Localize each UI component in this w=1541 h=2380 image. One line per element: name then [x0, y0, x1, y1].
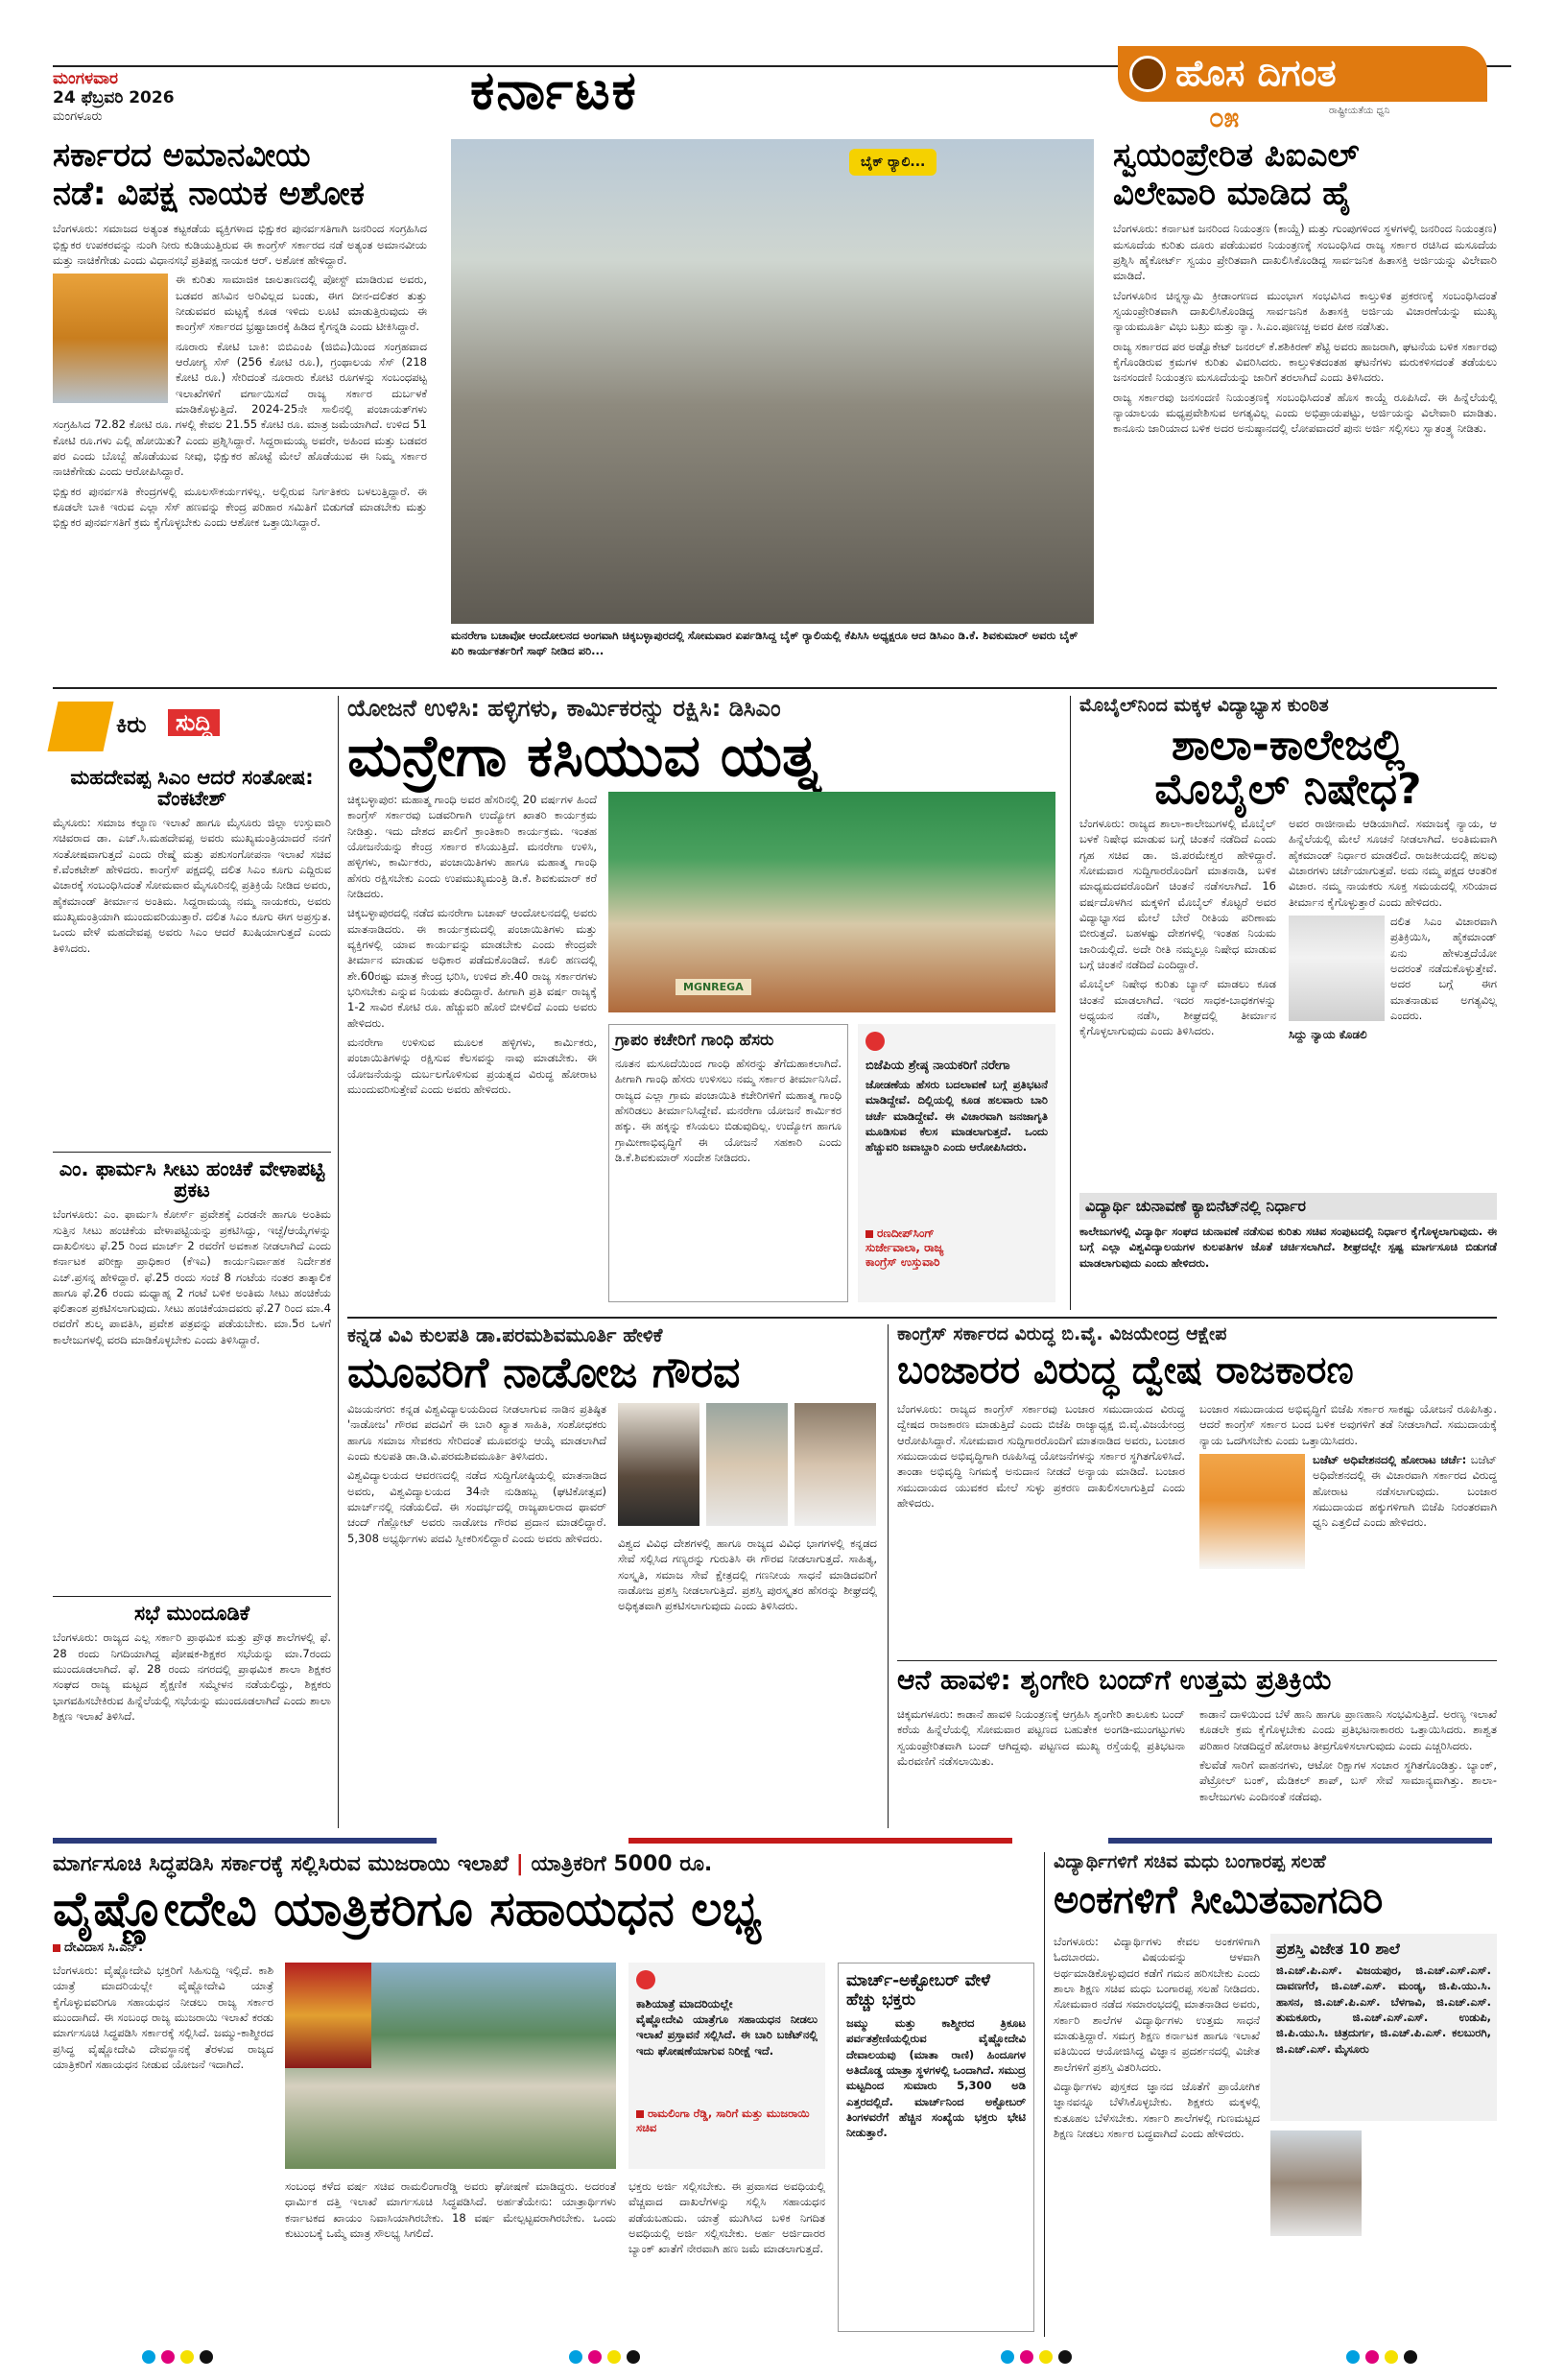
- quote-author-3: ಕಾಂಗ್ರೆಸ್ ಉಸ್ತುವಾರಿ: [865, 1255, 940, 1269]
- logo-emblem-icon: [1129, 56, 1166, 92]
- vaishno-col-3: ಭಕ್ತರು ಅರ್ಜಿ ಸಲ್ಲಿಸಬೇಕು. ಈ ಪ್ರವಾಸದ ಅವಧಿಯಲ್ಲಿ ವೆಚ್ಚವಾದ ದಾಖಲೆಗಳನ್ನು ಸಲ್ಲಿಸಿ ಸಹಾಯಧನ ಪಡೆಯಬಹುದು. ಯಾತ್ರೆ ಮುಗಿಸಿದ ಬಳಿಕ ನಿಗದಿತ ಅವಧಿಯಲ್ಲಿ ಅರ್ಜಿ ಸಲ್ಲಿಸಬೇಕು. ಅರ್ಹ ಅರ್ಜಿದಾರರ ಬ್ಯಾಂಕ್ ಖಾತೆಗೆ ನೇರವಾಗಿ ಹಣ ಜಮೆ ಮಾಡಲಾಗುತ್ತದೆ.: [628, 2179, 825, 2256]
- story-bangarappa: [1054, 1852, 1497, 2337]
- kiru-divider-1: [53, 1152, 331, 1153]
- vaishno-kicker-b: ಯಾತ್ರಿಕರಿಗೆ 5000 ರೂ.: [531, 1852, 713, 1876]
- story-sringeri: [897, 1666, 1497, 1829]
- mobile-headline-1: ಶಾಲಾ-ಕಾಲೇಜಲ್ಲಿ: [1171, 720, 1406, 770]
- reg-marks-4: [1343, 2349, 1420, 2368]
- mobile-col-left: [1079, 816, 1276, 1185]
- reg-marks-1: [139, 2349, 216, 2368]
- quote-body: ಜೋಡಣೆಯ ಹೆಸರು ಬದಲಾವಣೆ ಬಗ್ಗೆ ಪ್ರತಿಭಟನೆ ಮಾಡಿದ್ದೇವೆ. ದಿಲ್ಲಿಯಲ್ಲಿ ಕೂಡ ಹಲವಾರು ಬಾರಿ ಚರ್ಚೆ ಮಾಡಿದ್ದೇವೆ. ಈ ವಿಚಾರವಾಗಿ ಜನಜಾಗೃತಿ ಮೂಡಿಸುವ ಕೆಲಸ ಮಾಡಲಾಗುತ್ತದೆ. ಒಂದು ಹೆಚ್ಚುವರಿ ಜವಾಬ್ದಾರಿ ಎಂದು ಆರೋಪಿಸಿದರು.: [865, 1078, 1048, 1154]
- vaishno-deity-photo: [285, 1963, 371, 2068]
- mobile-headline-2: ಮೊಬೈಲ್ ನಿಷೇಧ?: [1154, 765, 1422, 815]
- vaishno-headline: ವೈಷ್ಣೋದೇವಿ ಯಾತ್ರಿಕರಿಗೂ ಸಹಾಯಧನ ಲಭ್ಯ: [53, 1881, 762, 1937]
- section-title: ಕರ್ನಾಟಕ: [470, 60, 638, 122]
- ashoka-para-4: ಭಿಕ್ಷುಕರ ಪುನರ್ವಸತಿ ಕೇಂದ್ರಗಳಲ್ಲಿ ಮೂಲಸೌಕರ್ಯಗಳಿಲ್ಲ. ಅಲ್ಲಿರುವ ನಿರ್ಗತಿಕರು ಬಳಲುತ್ತಿದ್ದಾರೆ. ಈ ಕೂಡಲೇ ಬಾಕಿ ಇರುವ ಎಲ್ಲಾ ಸೆಸ್ ಹಣವನ್ನು ಕೇಂದ್ರ ಪರಿಹಾರ ಸಮಿತಿಗೆ ಬಿಡುಗಡೆ ಮಾಡಬೇಕು ಮತ್ತು ಭಿಕ್ಷುಕರ ಪುನರ್ವಸತಿಗೆ ಕ್ರಮ ಕೈಗೊಳ್ಳಬೇಕು ಎಂದು ಆಶೋಕ ಒತ್ತಾಯಿಸಿದ್ದಾರೆ.: [53, 484, 427, 530]
- vaishno-kicker-a: ಮಾರ್ಗಸೂಚಿ ಸಿದ್ಧಪಡಿಸಿ ಸರ್ಕಾರಕ್ಕೆ ಸಲ್ಲಿಸಿರುವ ಮುಜರಾಯಿ ಇಲಾಖೆ: [53, 1852, 510, 1876]
- row-divider-1: [53, 687, 1497, 689]
- kirusuddi-header: [53, 696, 331, 763]
- ashoka-headline-2: ನಡೆ: ವಿಪಕ್ಷ ನಾಯಕ ಅಶೋಕ: [53, 174, 365, 213]
- award-box-body: ಜಿ.ಎಚ್.ಪಿ.ಎಸ್. ವಿಜಯಪುರ, ಜಿ.ಎಚ್.ಎಸ್.ಎಸ್. ದಾವಣಗೆರೆ, ಜಿ.ಎಚ್.ಎಸ್. ಮಂಡ್ಯ, ಜಿ.ಪಿ.ಯು.ಸಿ. ಹಾಸನ, ಜಿ.ಎಚ್.ಪಿ.ಎಸ್. ಬೆಳಗಾವಿ, ಜಿ.ಎಚ್.ಎಸ್. ತುಮಕೂರು, ಜಿ.ಎಚ್.ಎಸ್.ಎಸ್. ಉಡುಪಿ, ಜಿ.ಪಿ.ಯು.ಸಿ. ಚಿತ್ರದುರ್ಗ, ಜಿ.ಎಚ್.ಪಿ.ಎಸ್. ಕಲಬುರಗಿ, ಜಿ.ಎಚ್.ಎಸ್. ಮೈಸೂರು: [1276, 1964, 1491, 2056]
- vijayendra-photo: [1199, 1454, 1305, 1569]
- mgnrega-col-1: [347, 792, 597, 1300]
- nadoja-col-2-text: ವಿಶ್ವವಿದ್ಯಾಲಯದ ಆವರಣದಲ್ಲಿ ನಡೆದ ಸುದ್ದಿಗೋಷ್ಠಿಯಲ್ಲಿ ಮಾತನಾಡಿದ ಅವರು, ವಿಶ್ವವಿದ್ಯಾಲಯದ 34ನೇ ನುಡಿಹಬ್ಬ (ಘಟಿಕೋತ್ಸವ) ಮಾರ್ಚ್‌ನಲ್ಲಿ ನಡೆಯಲಿದೆ. ಈ ಸಂದರ್ಭದಲ್ಲಿ ರಾಜ್ಯಪಾಲರಾದ ಥಾವರ್ ಚಂದ್ ಗೆಹ್ಲೋಟ್ ಅವರು ನಾಡೋಜ ಗೌರವ ಪ್ರದಾನ ಮಾಡಲಿದ್ದಾರೆ. 5,308 ಅಭ್ಯರ್ಥಿಗಳು ಪದವಿ ಸ್ವೀಕರಿಸಲಿದ್ದಾರೆ ಎಂದು ಅವರು ಹೇಳಿದರು.: [347, 1468, 606, 1545]
- paper-logo: [1118, 46, 1487, 131]
- cabinet-box: [1079, 1193, 1497, 1308]
- quote-title: ಬಿಜೆಪಿಯ ಶ್ರೇಷ್ಠ ನಾಯಕರಿಗೆ ನರೇಗಾ: [865, 1059, 1010, 1073]
- kiru-item-3-body: ಬೆಂಗಳೂರು: ರಾಜ್ಯದ ಎಲ್ಲ ಸರ್ಕಾರಿ ಪ್ರಾಥಮಿಕ ಮತ್ತು ಪ್ರೌಢ ಶಾಲೆಗಳಲ್ಲಿ ಫೆ. 28 ರಂದು ನಿಗದಿಯಾಗಿದ್ದ ಪೋಷಕ-ಶಿಕ್ಷಕರ ಸಭೆಯನ್ನು ಮಾ.7ರಂದು ಮುಂದೂಡಲಾಗಿದೆ. ಫೆ. 28 ರಂದು ನಗರದಲ್ಲಿ ಪ್ರಾಥಮಿಕ ಶಾಲಾ ಶಿಕ್ಷಕರ ಸಂಘದ ರಾಜ್ಯ ಮಟ್ಟದ ಶೈಕ್ಷಣಿಕ ಸಮ್ಮೇಳನ ನಡೆಯಲಿದ್ದು, ಶಿಕ್ಷಕರು ಭಾಗವಹಿಸಬೇಕಿರುವ ಹಿನ್ನೆಲೆಯಲ್ಲಿ ಸಭೆಯನ್ನು ಮುಂದೂಡಲಾಗಿದೆ ಎಂದು ಶಾಲಾ ಶಿಕ್ಷಣ ಇಲಾಖೆ ತಿಳಿಸಿದೆ.: [53, 1630, 331, 1723]
- rally-caption: ಮನರೇಗಾ ಬಚಾವೋ ಆಂದೋಲನದ ಅಂಗವಾಗಿ ಚಿಕ್ಕಬಳ್ಳಾಪುರದಲ್ಲಿ ಸೋಮವಾರ ಏರ್ಪಡಿಸಿದ್ದ ಬೈಕ್ ರ್‍ಯಾಲಿಯಲ್ಲಿ ಕೆಪಿಸಿಸಿ ಅಧ್ಯಕ್ಷರೂ ಆದ ಡಿಸಿಎಂ ಡಿ.ಕೆ. ಶಿವಕುಮಾರ್ ಅವರು ಬೈಕ್ ಏರಿ ಕಾರ್ಯಕರ್ತರಿಗೆ ಸಾಥ್ ನೀಡಿದ ಪರಿ...: [451, 629, 1079, 657]
- story-mobile: [1079, 696, 1497, 1310]
- cabinet-title: ವಿದ್ಯಾರ್ಥಿ ಚುನಾವಣೆ ಕ್ಯಾಬಿನೆಟ್‌ನಲ್ಲಿ ನಿರ್ಧಾರ: [1079, 1193, 1497, 1220]
- bangarappa-photo: [1270, 2130, 1362, 2236]
- pil-para-3: ರಾಜ್ಯ ಸರ್ಕಾರದ ಪರ ಅಡ್ವೊಕೇಟ್ ಜನರಲ್ ಕೆ.ಶಶಿಕಿರಣ್ ಶೆಟ್ಟಿ ಅವರು ಹಾಜರಾಗಿ, ಘಟನೆಯ ಬಳಿಕ ಸರ್ಕಾರವು ಕೈಗೊಂಡಿರುವ ಕ್ರಮಗಳ ಕುರಿತು ವಿವರಿಸಿದರು. ಕಾಲ್ತುಳಿತದಂತಹ ಘಟನೆಗಳು ಮರುಕಳಿಸದಂತೆ ತಡೆಯಲು ಜನಸಂದಣಿ ನಿಯಂತ್ರಣ ಮಸೂದೆಯನ್ನು ಜಾರಿಗೆ ತರಲಾಗಿದೆ ಎಂದು ತಿಳಿಸಿದರು.: [1113, 339, 1497, 385]
- parameshwar-photo: [1289, 916, 1385, 1021]
- story-nadoja: [347, 1324, 880, 1828]
- banjara-col-2: [1199, 1401, 1497, 1651]
- page-number: ೦೫: [1209, 102, 1240, 133]
- rally-tag: ಬೈಕ್ ರ್‍ಯಾಲಿ...: [849, 149, 936, 176]
- minister-quote-icon: [636, 1970, 655, 1989]
- mgnrega-kicker: ಯೋಜನೆ ಉಳಿಸಿ: ಹಳ್ಳಿಗಳು, ಕಾರ್ಮಿಕರನ್ನು ರಕ್ಷಿಸಿ: ಡಿಸಿಎಂ: [347, 695, 781, 722]
- ashoka-para-1: ಬೆಂಗಳೂರು: ಸಮಾಜದ ಅತ್ಯಂತ ಕಟ್ಟಕಡೆಯ ವ್ಯಕ್ತಿಗಳಾದ ಭಿಕ್ಷುಕರ ಪುನರ್ವಸತಿಗಾಗಿ ಜನರಿಂದ ಸಂಗ್ರಹಿಸಿದ ಭಿಕ್ಷುಕರ ಉಪಕರವನ್ನು ನುಂಗಿ ನೀರು ಕುಡಿಯುತ್ತಿರುವ ಈ ಕಾಂಗ್ರೆಸ್ ಸರ್ಕಾರದ ನಡೆ ಅತ್ಯಂತ ಅಮಾನವೀಯ ಮತ್ತು ನಾಚಿಕೆಗೇಡು ಎಂದು ವಿಧಾನಸಭೆ ಪ್ರತಿಪಕ್ಷ ನಾಯಕ ಆರ್. ಅಶೋಕ ಹೇಳಿದ್ದಾರೆ.: [53, 222, 427, 268]
- sringeri-headline: ಆನೆ ಹಾವಳಿ: ಶೃಂಗೇರಿ ಬಂದ್‌ಗೆ ಉತ್ತಮ ಪ್ರತಿಕ್ರಿಯೆ: [897, 1664, 1333, 1696]
- kiru-divider-2: [53, 1596, 331, 1597]
- banjara-sub-title: ಬಜೆಟ್ ಅಧಿವೇಶನದಲ್ಲಿ ಹೋರಾಟ ಚರ್ಚೆ:: [1313, 1452, 1467, 1466]
- story-vaishno: [53, 1852, 1036, 2337]
- masthead: [0, 0, 1541, 134]
- minister-box-body: ವೈಷ್ಣೋದೇವಿ ಯಾತ್ರೆಗೂ ಸಹಾಯಧನ ನೀಡಲು ಇಲಾಖೆ ಪ್ರಸ್ತಾವನೆ ಸಲ್ಲಿಸಿದೆ. ಈ ಬಾರಿ ಬಜೆಟ್‌ನಲ್ಲಿ ಇದು ಘೋಷಣೆಯಾಗುವ ನಿರೀಕ್ಷೆ ಇದೆ.: [636, 2012, 818, 2058]
- paper-name: ಹೊಸ ದಿಗಂತ: [1175, 52, 1337, 94]
- tagline: ರಾಷ್ಟ್ರೀಯತೆಯ ಧ್ವನಿ: [1329, 106, 1390, 116]
- nadoja-col-2: ವಿಶ್ವದ ವಿವಿಧ ದೇಶಗಳಲ್ಲಿ ಹಾಗೂ ರಾಜ್ಯದ ವಿವಿಧ ಭಾಗಗಳಲ್ಲಿ ಕನ್ನಡದ ಸೇವೆ ಸಲ್ಲಿಸಿದ ಗಣ್ಯರನ್ನು ಗುರುತಿಸಿ ಈ ಗೌರವ ನೀಡಲಾಗುತ್ತದೆ. ಸಾಹಿತ್ಯ, ಸಂಸ್ಕೃತಿ, ಸಮಾಜ ಸೇವೆ ಕ್ಷೇತ್ರದಲ್ಲಿ ಗಣನೀಯ ಸಾಧನೆ ಮಾಡಿದವರಿಗೆ ನಾಡೋಜ ಪ್ರಶಸ್ತಿ ನೀಡಲಾಗುತ್ತಿದೆ. ಪ್ರಶಸ್ತಿ ಪುರಸ್ಕೃತರ ಹೆಸರನ್ನು ಶೀಘ್ರದಲ್ಲಿ ಅಧಿಕೃತವಾಗಿ ಪ್ರಕಟಿಸಲಾಗುವುದು ಎಂದು ತಿಳಿಸಿದರು.: [618, 1536, 877, 1613]
- bangarappa-kicker: ವಿದ್ಯಾರ್ಥಿಗಳಿಗೆ ಸಚಿವ ಮಧು ಬಂಗಾರಪ್ಪ ಸಲಹೆ: [1054, 1851, 1326, 1872]
- gandhi-box-body: ನೂತನ ಮಸೂದೆಯಿಂದ ಗಾಂಧಿ ಹೆಸರನ್ನು ತೆಗೆದುಹಾಕಲಾಗಿದೆ. ಹೀಗಾಗಿ ಗಾಂಧಿ ಹೆಸರು ಉಳಿಸಲು ನಮ್ಮ ಸರ್ಕಾರ ತೀರ್ಮಾನಿಸಿದೆ. ರಾಜ್ಯದ ಎಲ್ಲಾ ಗ್ರಾಮ ಪಂಚಾಯಿತಿ ಕಚೇರಿಗಳಿಗೆ ಮಹಾತ್ಮ ಗಾಂಧಿ ಹೆಸರಿಡಲು ತೀರ್ಮಾನಿಸಿದ್ದೇವೆ. ಮನರೇಗಾ ಯೋಜನೆ ಕಾರ್ಮಿಕರ ಹಕ್ಕು. ಈ ಹಕ್ಕನ್ನು ಕಸಿಯಲು ಬಿಡುವುದಿಲ್ಲ. ಉದ್ಯೋಗ ಹಾಗೂ ಗ್ರಾಮೀಣಾಭಿವೃದ್ಧಿಗೆ ಈ ಯೋಜನೆ ಸಹಕಾರಿ ಎಂದು ಡಿ.ಕೆ.ಶಿವಕುಮಾರ್ ಸಂದೇಶ ನೀಡಿದರು.: [615, 1057, 842, 1164]
- ashoka-body: [53, 221, 427, 681]
- kiru-item-1-body: ಮೈಸೂರು: ಸಮಾಜ ಕಲ್ಯಾಣ ಇಲಾಖೆ ಹಾಗೂ ಮೈಸೂರು ಜಿಲ್ಲಾ ಉಸ್ತುವಾರಿ ಸಚಿವರಾದ ಡಾ. ಎಚ್.ಸಿ.ಮಹದೇವಪ್ಪ ಅವರು ಮುಖ್ಯಮಂತ್ರಿಯಾದರೆ ನನಗೆ ಸಂತೋಷವಾಗುತ್ತದೆ ಎಂದು ರೇಷ್ಮೆ ಮತ್ತು ಪಶುಸಂಗೋಪನಾ ಇಲಾಖೆ ಸಚಿವ ಕೆ.ವೆಂಕಟೇಶ್ ಹೇಳಿದರು. ಕಾಂಗ್ರೆಸ್ ಪಕ್ಷದಲ್ಲಿ ದಲಿತ ಸಿಎಂ ಕೂಗು ಎದ್ದಿರುವ ವಿಚಾರಕ್ಕೆ ಸಂಬಂಧಿಸಿದಂತೆ ಸೋಮವಾರ ಮೈಸೂರಿನಲ್ಲಿ ಪ್ರತಿಕ್ರಿಯೆ ನೀಡಿದ ಅವರು, ಹೈಕಮಾಂಡ್ ತೀರ್ಮಾನ ಅಂತಿಮ. ಸಿದ್ದರಾಮಯ್ಯ ನಮ್ಮ ನಾಯಕರು, ಅವರು ಮುಖ್ಯಮಂತ್ರಿಯಾಗಿ ಮುಂದುವರಿಯುತ್ತಾರೆ. ದಲಿತ ಸಿಎಂ ಕೂಗು ಈಗ ಅಪ್ರಸ್ತುತ. ಒಂದು ವೇಳೆ ಮಹದೇವಪ್ಪ ಅವರು ಸಿಎಂ ಆದರೆ ಖುಷಿಯಾಗುತ್ತದೆ ಎಂದು ತಿಳಿಸಿದರು.: [53, 816, 331, 955]
- quote-icon: [865, 1032, 885, 1051]
- story-banjara: [897, 1324, 1497, 1655]
- ashoka-headline-1: ಸರ್ಕಾರದ ಅಮಾನವೀಯ: [53, 136, 311, 175]
- banjara-col-2-text: ಬಂಜಾರ ಸಮುದಾಯದ ಅಭಿವೃದ್ಧಿಗೆ ಬಿಜೆಪಿ ಸರ್ಕಾರ ಸಾಕಷ್ಟು ಯೋಜನೆ ರೂಪಿಸಿತ್ತು. ಆದರೆ ಕಾಂಗ್ರೆಸ್ ಸರ್ಕಾರ ಬಂದ ಬಳಿಕ ಅವುಗಳಿಗೆ ತಡೆ ನೀಡಲಾಗಿದೆ. ಸಮುದಾಯಕ್ಕೆ ನ್ಯಾಯ ಒದಗಿಸಬೇಕು ಎಂದು ಒತ್ತಾಯಿಸಿದರು.: [1199, 1402, 1497, 1447]
- ashoka-para-3: ನೂರಾರು ಕೋಟಿ ಬಾಕಿ: ಬಿಬಿಎಂಪಿ (ಜಿಬಿಎ)ಯಿಂದ ಸಂಗ್ರಹವಾದ ಆರೋಗ್ಯ ಸೆಸ್ (256 ಕೋಟಿ ರೂ.), ಗ್ರಂಥಾಲಯ ಸೆಸ್ (218 ಕೋಟಿ ರೂ.) ಸೇರಿದಂತೆ ನೂರಾರು ಕೋಟಿ ರೂಗಳನ್ನು ಸಂಬಂಧಪಟ್ಟ ಇಲಾಖೆಗಳಿಗೆ ವರ್ಗಾಯಿಸದೆ ರಾಜ್ಯ ಸರ್ಕಾರ ದುರ್ಬಳಕೆ ಮಾಡಿಕೊಳ್ಳುತ್ತಿದೆ. 2024-25ನೇ ಸಾಲಿನಲ್ಲಿ ಪಂಚಾಯತ್‌ಗಳು ಸಂಗ್ರಹಿಸಿದ 72.82 ಕೋಟಿ ರೂ. ಗಳಲ್ಲಿ ಕೇವಲ 21.55 ಕೋಟಿ ರೂ. ಮಾತ್ರ ಜಮೆಯಾಗಿದೆ. ಉಳಿದ 51 ಕೋಟಿ ರೂ.ಗಳು ಎಲ್ಲಿ ಹೋಯಿತು? ಎಂದು ಪ್ರಶ್ನಿಸಿದ್ದಾರೆ. ಸಿದ್ದರಾಮಯ್ಯ ಅವರೇ, ಅಹಿಂದ ಮತ್ತು ಬಡವರ ಪರ ಎಂದು ಬೊಬ್ಬೆ ಹೊಡೆಯುವ ನೀವು, ಭಿಕ್ಷುಕರ ಹೊಟ್ಟೆ ಮೇಲೆ ಹೊಡೆಯುವ ಈ ನಿಮ್ಮ ಸರ್ಕಾರ ನಾಚಿಕೆಗೇಡು ಎಂದು ಆರೋಪಿಸಿದ್ದಾರೆ.: [53, 339, 427, 479]
- award-box-title: ಪ್ರಶಸ್ತಿ ವಿಜೇತ 10 ಶಾಲೆ: [1276, 1940, 1400, 1958]
- bangarappa-headline: ಅಂಕಗಳಿಗೆ ಸೀಮಿತವಾಗದಿರಿ: [1054, 1877, 1384, 1922]
- minister-box-author: [636, 2106, 818, 2135]
- quote-author-2: ಸುರ್ಜೇವಾಲಾ, ರಾಜ್ಯ: [865, 1241, 944, 1254]
- mobile-col-4-text: ದಲಿತ ಸಿಎಂ ವಿಚಾರವಾಗಿ ಪ್ರತಿಕ್ರಿಯಿಸಿ, ಹೈಕಮಾಂಡ್ ಏನು ಹೇಳುತ್ತದೆಯೋ ಅದರಂತೆ ನಡೆದುಕೊಳ್ಳುತ್ತೇವೆ. ಅದರ ಬಗ್ಗೆ ಈಗ ಮಾತನಾಡುವ ಅಗತ್ಯವಿಲ್ಲ ಎಂದರು.: [1390, 914, 1497, 1022]
- col-divider-bottom: [1044, 1852, 1045, 2337]
- cabinet-body: ಕಾಲೇಜುಗಳಲ್ಲಿ ವಿದ್ಯಾರ್ಥಿ ಸಂಘದ ಚುನಾವಣೆ ನಡೆಸುವ ಕುರಿತು ಸಚಿವ ಸಂಪುಟದಲ್ಲಿ ನಿರ್ಧಾರ ಕೈಗೊಳ್ಳಲಾಗುವುದು. ಈ ಬಗ್ಗೆ ಎಲ್ಲಾ ವಿಶ್ವವಿದ್ಯಾಲಯಗಳ ಕುಲಪತಿಗಳ ಜೊತೆ ಚರ್ಚಿಸಲಾಗಿದೆ. ಶೀಘ್ರದಲ್ಲೇ ಸ್ಪಷ್ಟ ಮಾರ್ಗಸೂಚಿ ಬಿಡುಗಡೆ ಮಾಡಲಾಗುವುದು ಎಂದು ಹೇಳಿದರು.: [1079, 1225, 1497, 1270]
- rally-block: [451, 139, 1094, 681]
- sringeri-col-3-text: ಕೆಲವೆಡೆ ಸಾರಿಗೆ ವಾಹನಗಳು, ಆಟೋ ರಿಕ್ಷಾಗಳ ಸಂಚಾರ ಸ್ಥಗಿತಗೊಂಡಿತ್ತು. ಬ್ಯಾಂಕ್, ಪೆಟ್ರೋಲ್ ಬಂಕ್, ಮೆಡಿಕಲ್ ಶಾಪ್, ಬಸ್ ಸೇವೆ ಸಾಮಾನ್ಯವಾಗಿತ್ತು. ಶಾಲಾ-ಕಾಲೇಜುಗಳು ಎಂದಿನಂತೆ ನಡೆದವು.: [1199, 1757, 1497, 1803]
- pil-para-1: ಬೆಂಗಳೂರು: ಕರ್ನಾಟಕ ಜನರಿಂದ ನಿಯಂತ್ರಣ (ಕಾಯ್ದೆ) ಮತ್ತು ಗುಂಪುಗಳಿಂದ ಸ್ಥಳಗಳಲ್ಲಿ ಜನರಿಂದ ನಿಯಂತ್ರಣ) ಮಸೂದೆಯ ಕುರಿತು ದೂರು ಪಡೆಯುವರ ನಿಯಂತ್ರಣಕ್ಕೆ ಸಂಬಂಧಿಸಿದ ರಾಜ್ಯ ಸರ್ಕಾರ ರಚಿಸಿದ ಮಸೂದೆಯ ಪ್ರಶ್ನಿಸಿ ಹೈಕೋರ್ಟ್ ಸ್ವಯಂ ಪ್ರೇರಿತವಾಗಿ ದಾಖಲಿಸಿಕೊಂಡಿದ್ದ ಸಾರ್ವಜನಿಕ ಹಿತಾಸಕ್ತಿ ಅರ್ಜಿಯನ್ನು ವಿಲೇವಾರಿ ಮಾಡಿದೆ.: [1113, 222, 1497, 283]
- kirusuddi-label-b: ಸುದ್ದಿ: [168, 709, 220, 736]
- nadoja-headline: ಮೂವರಿಗೆ ನಾಡೋಜ ಗೌರವ: [347, 1348, 741, 1397]
- nadoja-photo-2: [706, 1403, 788, 1526]
- pil-para-4: ರಾಜ್ಯ ಸರ್ಕಾರವು ಜನಸಂದಣಿ ನಿಯಂತ್ರಣಕ್ಕೆ ಸಂಬಂಧಿಸಿದಂತೆ ಹೊಸ ಕಾಯ್ದೆ ರೂಪಿಸಿದೆ. ಈ ಹಿನ್ನೆಲೆಯಲ್ಲಿ ನ್ಯಾಯಾಲಯ ಮಧ್ಯಪ್ರವೇಶಿಸುವ ಅಗತ್ಯವಿಲ್ಲ ಎಂದು ಅಭಿಪ್ರಾಯಪಟ್ಟು, ಅರ್ಜಿಯನ್ನು ವಿಲೇವಾರಿ ಮಾಡಿತು. ಕಾನೂನು ಜಾರಿಯಾದ ಬಳಿಕ ಅದರ ಅನುಷ್ಠಾನದಲ್ಲಿ ಲೋಪವಾದರೆ ಪುನಃ ಅರ್ಜಿ ಸಲ್ಲಿಸಲು ಸ್ವಾತಂತ್ರ್ಯ ನೀಡಿತು.: [1113, 390, 1497, 436]
- kiru-item-2-body: ಬೆಂಗಳೂರು: ಎಂ. ಫಾರ್ಮಸಿ ಕೋರ್ಸ್ ಪ್ರವೇಶಕ್ಕೆ ಎರಡನೇ ಹಾಗೂ ಅಂತಿಮ ಸುತ್ತಿನ ಸೀಟು ಹಂಚಿಕೆಯ ವೇಳಾಪಟ್ಟಿಯನ್ನು ಪ್ರಕಟಿಸಿದ್ದು, ಇಚ್ಛೆ/ಆಯ್ಕೆಗಳನ್ನು ದಾಖಲಿಸಲು ಫೆ.25 ರಿಂದ ಮಾರ್ಚ್ 2 ರವರೆಗೆ ಅವಕಾಶ ನೀಡಲಾಗಿದೆ ಎಂದು ಕರ್ನಾಟಕ ಪರೀಕ್ಷಾ ಪ್ರಾಧಿಕಾರ (ಕೆಇಎ) ಕಾರ್ಯನಿರ್ವಾಹಕ ನಿರ್ದೇಶಕ ಎಚ್.ಪ್ರಸನ್ನ ಹೇಳಿದ್ದಾರೆ. ಫೆ.25 ರಂದು ಸಂಜೆ 8 ಗಂಟೆಯ ನಂತರ ತಾತ್ಕಾಲಿಕ ಹಾಗೂ ಫೆ.26 ರಂದು ಮಧ್ಯಾಹ್ನ 2 ಗಂಟೆ ಬಳಿಕ ಅಂತಿಮ ಸೀಟು ಹಂಚಿಕೆಯ ಫಲಿತಾಂಶ ಪ್ರಕಟಿಸಲಾಗುವುದು. ಸೀಟು ಹಂಚಿಕೆಯಾದವರು ಫೆ.27 ರಿಂದ ಮಾ.4 ರವರೆಗೆ ಶುಲ್ಕ ಪಾವತಿಸಿ, ಪ್ರವೇಶ ಪತ್ರವನ್ನು ಪಡೆಯಬೇಕು. ಮಾ.5ರ ಒಳಗೆ ಕಾಲೇಜುಗಳಲ್ಲಿ ವರದಿ ಮಾಡಿಕೊಳ್ಳಬೇಕು ಎಂದು ತಿಳಿಸಿದ್ದಾರೆ.: [53, 1207, 331, 1346]
- vaishno-col-1: ಬೆಂಗಳೂರು: ವೈಷ್ಣೋದೇವಿ ಭಕ್ತರಿಗೆ ಸಿಹಿಸುದ್ದಿ ಇಲ್ಲಿದೆ. ಕಾಶಿ ಯಾತ್ರೆ ಮಾದರಿಯಲ್ಲೇ ವೈಷ್ಣೋದೇವಿ ಯಾತ್ರೆ ಕೈಗೊಳ್ಳುವವರಿಗೂ ಸಹಾಯಧನ ನೀಡಲು ರಾಜ್ಯ ಸರ್ಕಾರ ಮುಂದಾಗಿದೆ. ಈ ಸಂಬಂಧ ರಾಜ್ಯ ಮುಜರಾಯಿ ಇಲಾಖೆ ಕರಡು ಮಾರ್ಗಸೂಚಿ ಸಿದ್ಧಪಡಿಸಿ ಸರ್ಕಾರಕ್ಕೆ ಸಲ್ಲಿಸಿದೆ. ಜಮ್ಮು-ಕಾಶ್ಮೀರದ ಪ್ರಸಿದ್ಧ ವೈಷ್ಣೋದೇವಿ ದೇವಸ್ಥಾನಕ್ಕೆ ತೆರಳುವ ರಾಜ್ಯದ ಯಾತ್ರಿಕರಿಗೆ ಸಹಾಯಧನ ನೀಡುವ ಯೋಜನೆ ಇದಾಗಿದೆ.: [53, 1964, 273, 2071]
- nadoja-kicker: ಕನ್ನಡ ವಿವಿ ಕುಲಪತಿ ಡಾ.ಪರಮಶಿವಮೂರ್ತಿ ಹೇಳಿಕೆ: [347, 1323, 663, 1346]
- kiru-item-1-title: ಮಹದೇವಪ್ಪ ಸಿಎಂ ಆದರೆ ಸಂತೋಷ: ವೆಂಕಟೇಶ್: [70, 766, 314, 811]
- minister-box-title: ಕಾಶಿಯಾತ್ರೆ ಮಾದರಿಯಲ್ಲೇ: [636, 1997, 733, 2011]
- kiru-item-3-title: ಸಭೆ ಮುಂದೂಡಿಕೆ: [133, 1602, 250, 1626]
- mgnrega-col-3-text: ಮನರೇಗಾ ಉಳಿಸುವ ಮೂಲಕ ಹಳ್ಳಿಗಳು, ಕಾರ್ಮಿಕರು, ಪಂಚಾಯಿತಿಗಳನ್ನು ರಕ್ಷಿಸುವ ಕೆಲಸವನ್ನು ನಾವು ಮಾಡಬೇಕು. ಈ ಯೋಜನೆಯನ್ನು ದುರ್ಬಲಗೊಳಿಸುವ ಪ್ರಯತ್ನದ ವಿರುದ್ಧ ಹೋರಾಟ ಮುಂದುವರಿಸುತ್ತೇವೆ ಎಂದು ಅವರು ಹೇಳಿದರು.: [347, 1035, 597, 1096]
- rally-photo: [451, 139, 1094, 624]
- parameshwar-caption: ಸಿದ್ದು ನ್ಯಾಯ ಕೊಡಲಿ: [1289, 1028, 1367, 1042]
- kirusuddi-hand-icon: [47, 702, 113, 751]
- bangarappa-col-2-text: ವಿದ್ಯಾರ್ಥಿಗಳು ಪುಸ್ತಕದ ಜ್ಞಾನದ ಜೊತೆಗೆ ಪ್ರಾಯೋಗಿಕ ಜ್ಞಾನವನ್ನೂ ಬೆಳೆಸಿಕೊಳ್ಳಬೇಕು. ಶಿಕ್ಷಕರು ಮಕ್ಕಳಲ್ಲಿ ಕುತೂಹಲ ಬೆಳೆಸಬೇಕು. ಸರ್ಕಾರಿ ಶಾಲೆಗಳಲ್ಲಿ ಗುಣಮಟ್ಟದ ಶಿಕ್ಷಣ ನೀಡಲು ಸರ್ಕಾರ ಬದ್ಧವಾಗಿದೆ ಎಂದು ಹೇಳಿದರು.: [1054, 2079, 1260, 2140]
- side-box-title: ಮಾರ್ಚ್-ಅಕ್ಟೋಬರ್ ವೇಳೆ ಹೆಚ್ಚು ಭಕ್ತರು: [846, 1971, 990, 2010]
- nadoja-col-1: [347, 1401, 606, 1823]
- vaishno-minister-box: [628, 1963, 825, 2169]
- nadoja-photo-1: [618, 1403, 699, 1526]
- edition-label: ಮಂಗಳೂರು: [53, 109, 103, 124]
- col-divider-mid: [1070, 696, 1071, 1310]
- sringeri-col-1: ಚಿಕ್ಕಮಗಳೂರು: ಕಾಡಾನೆ ಹಾವಳಿ ನಿಯಂತ್ರಣಕ್ಕೆ ಆಗ್ರಹಿಸಿ ಶೃಂಗೇರಿ ತಾಲೂಕು ಬಂದ್ ಕರೆಯ ಹಿನ್ನೆಲೆಯಲ್ಲಿ ಸೋಮವಾರ ಪಟ್ಟಣದ ಬಹುತೇಕ ಅಂಗಡಿ-ಮುಂಗಟ್ಟುಗಳು ಸ್ವಯಂಪ್ರೇರಿತವಾಗಿ ಬಂದ್ ಆಗಿದ್ದವು. ಪಟ್ಟಣದ ಮುಖ್ಯ ರಸ್ತೆಯಲ್ಲಿ ಪ್ರತಿಭಟನಾ ಮೆರವಣಿಗೆ ನಡೆಸಲಾಯಿತು.: [897, 1707, 1185, 1768]
- row-divider-2: [347, 1317, 1497, 1319]
- col-divider-left: [338, 696, 339, 1828]
- quote-author-1-text: ರಣದೀಪ್‌ಸಿಂಗ್: [877, 1226, 935, 1240]
- bangarappa-col-1-text: ಬೆಂಗಳೂರು: ವಿದ್ಯಾರ್ಥಿಗಳು ಕೇವಲ ಅಂಕಗಳಿಗಾಗಿ ಓದಬಾರದು. ವಿಷಯವನ್ನು ಆಳವಾಗಿ ಅರ್ಥಮಾಡಿಕೊಳ್ಳುವುದರ ಕಡೆಗೆ ಗಮನ ಹರಿಸಬೇಕು ಎಂದು ಶಾಲಾ ಶಿಕ್ಷಣ ಸಚಿವ ಮಧು ಬಂಗಾರಪ್ಪ ಸಲಹೆ ನೀಡಿದರು. ಸೋಮವಾರ ನಡೆದ ಸಮಾರಂಭದಲ್ಲಿ ಮಾತನಾಡಿದ ಅವರು, ಸರ್ಕಾರಿ ಶಾಲೆಗಳ ವಿದ್ಯಾರ್ಥಿಗಳು ಉತ್ತಮ ಸಾಧನೆ ಮಾಡುತ್ತಿದ್ದಾರೆ. ಸಮಗ್ರ ಶಿಕ್ಷಣ ಕರ್ನಾಟಕ ಹಾಗೂ ಇಲಾಖೆ ವತಿಯಿಂದ ಆಯೋಜಿಸಿದ್ದ ವಿಜ್ಞಾನ ಪ್ರದರ್ಶನದಲ್ಲಿ ವಿಜೇತ ಶಾಲೆಗಳಿಗೆ ಪ್ರಶಸ್ತಿ ವಿತರಿಸಿದರು.: [1054, 1935, 1260, 2074]
- vaishno-byline-text: ದೇವಿದಾಸ ಸಿ.ಎನ್.: [64, 1940, 144, 1955]
- kiru-item-2-title: ಎಂ. ಫಾರ್ಮಸಿ ಸೀಟು ಹಂಚಿಕೆ ವೇಳಾಪಟ್ಟಿ ಪ್ರಕಟ: [59, 1157, 325, 1202]
- bottom-divider: [53, 1838, 1497, 1844]
- print-marks: [0, 2349, 1541, 2372]
- vaishno-photo: [285, 1963, 616, 2169]
- reg-marks-3: [998, 2349, 1075, 2368]
- vaishno-side-box: [838, 1963, 1034, 2332]
- banjara-kicker: ಕಾಂಗ್ರೆಸ್ ಸರ್ಕಾರದ ವಿರುದ್ಧ ಬಿ.ವೈ. ವಿಜಯೇಂದ್ರ ಆಕ್ಷೇಪ: [897, 1323, 1227, 1345]
- story-pil: [1113, 136, 1497, 677]
- mgnrega-col-2-text: ಚಿಕ್ಕಬಳ್ಳಾಪುರದಲ್ಲಿ ನಡೆದ ಮನರೇಗಾ ಬಚಾವ್ ಆಂದೋಲನದಲ್ಲಿ ಅವರು ಮಾತನಾಡಿದರು. ಈ ಕಾರ್ಯಕ್ರಮದಲ್ಲಿ ಪಂಚಾಯಿತಿಗಳು ಮತ್ತು ವ್ಯಕ್ತಿಗಳಲ್ಲಿ ಯಾವ ಕಾರ್ಯವನ್ನು ಮಾಡಬೇಕು ಎಂದು ಕೇಂದ್ರವೇ ತೀರ್ಮಾನ ಮಾಡುವ ಅಧಿಕಾರ ಪಡೆದುಕೊಂಡಿದೆ. ಕೂಲಿ ಹಣದಲ್ಲಿ ಶೇ.60ರಷ್ಟು ಮಾತ್ರ ಕೇಂದ್ರ ಭರಿಸಿ, ಉಳಿದ ಶೇ.40 ರಾಜ್ಯ ಸರ್ಕಾರಗಳು ಭರಿಸಬೇಕು ಎನ್ನುವ ನಿಯಮ ತಂದಿದ್ದಾರೆ. ಹೀಗಾಗಿ ಪ್ರತಿ ವರ್ಷ ರಾಜ್ಯಕ್ಕೆ 1-2 ಸಾವಿರ ಕೋಟಿ ರೂ. ಹೆಚ್ಚುವರಿ ಹೊರೆ ಬೀಳಲಿದೆ ಎಂದು ಅವರು ಹೇಳಿದರು.: [347, 906, 597, 1030]
- mobile-col-right: [1289, 816, 1497, 1185]
- gandhi-box-title: ಗ್ರಾಪಂ ಕಚೇರಿಗೆ ಗಾಂಧಿ ಹೆಸರು: [615, 1031, 774, 1050]
- mobile-col-2-text: ಅವರ ರಾಜೀನಾಮೆ ಆಡಿಯಾಗಿದೆ. ಸಮಾಜಕ್ಕೆ ನ್ಯಾಯ, ಆ ಹಿನ್ನೆಲೆಯಲ್ಲಿ ಮೇಲೆ ಸೂಚನೆ ನೀಡಲಾಗಿದೆ. ಅಂತಿಮವಾಗಿ ಹೈಕಮಾಂಡ್ ನಿರ್ಧಾರ ಮಾಡಲಿದೆ. ರಾಜಕೀಯದಲ್ಲಿ ಹಲವು ವಿಚಾರಗಳು ಚರ್ಚೆಯಾಗುತ್ತವೆ. ಅದು ನಮ್ಮ ಪಕ್ಷದ ಆಂತರಿಕ ವಿಚಾರ. ನಮ್ಮ ನಾಯಕರು ಸೂಕ್ತ ಸಮಯದಲ್ಲಿ ಸರಿಯಾದ ತೀರ್ಮಾನ ಕೈಗೊಳ್ಳುತ್ತಾರೆ ಎಂದು ಹೇಳಿದರು.: [1289, 817, 1497, 909]
- pil-headline-1: ಸ್ವಯಂಪ್ರೇರಿತ ಪಿಐಎಲ್: [1113, 136, 1360, 175]
- mgnrega-col-1-text: ಚಿಕ್ಕಬಳ್ಳಾಪುರ: ಮಹಾತ್ಮ ಗಾಂಧಿ ಅವರ ಹೆಸರಿನಲ್ಲಿ 20 ವರ್ಷಗಳ ಹಿಂದೆ ಕಾಂಗ್ರೆಸ್ ಸರ್ಕಾರವು ಬಡವರಿಗಾಗಿ ಉದ್ಯೋಗ ಖಾತರಿ ಕಾರ್ಯಕ್ರಮ ನೀಡಿತ್ತು. ಇದು ದೇಶದ ಪಾಲಿಗೆ ಕ್ರಾಂತಿಕಾರಿ ಕಾರ್ಯಕ್ರಮ. ಇಂತಹ ಯೋಜನೆಯನ್ನು ಕೇಂದ್ರ ಸರ್ಕಾರ ಕಸಿಯುತ್ತಿದೆ. ಮನರೇಗಾ ಉಳಿಸಿ, ಹಳ್ಳಿಗಳು, ಕಾರ್ಮಿಕರು, ಪಂಚಾಯಿತಿಗಳು ಹಾಗೂ ಮಹಾತ್ಮ ಗಾಂಧಿ ಹೆಸರು ರಕ್ಷಿಸಬೇಕು ಎಂದು ಉಪಮುಖ್ಯಮಂತ್ರಿ ಡಿ.ಕೆ. ಶಿವಕುಮಾರ್ ಕರೆ ನೀಡಿದರು.: [347, 793, 597, 900]
- day-label: ಮಂಗಳವಾರ: [53, 69, 119, 88]
- mgnrega-quote-box: [858, 1024, 1055, 1302]
- vaishno-kicker-sep: |: [515, 1852, 532, 1876]
- vaishno-col-2: ಸಂಬಂಧ ಕಳೆದ ವರ್ಷ ಸಚಿವ ರಾಮಲಿಂಗಾರೆಡ್ಡಿ ಅವರು ಘೋಷಣೆ ಮಾಡಿದ್ದರು. ಅದರಂತೆ ಧಾರ್ಮಿಕ ದತ್ತಿ ಇಲಾಖೆ ಮಾರ್ಗಸೂಚಿ ಸಿದ್ಧಪಡಿಸಿದೆ. ಅರ್ಹತೆಯೇನು: ಯಾತ್ರಾರ್ಥಿಗಳು ಕರ್ನಾಟಕದ ಖಾಯಂ ನಿವಾಸಿಯಾಗಿರಬೇಕು. 18 ವರ್ಷ ಮೇಲ್ಪಟ್ಟವರಾಗಿರಬೇಕು. ಒಂದು ಕುಟುಂಬಕ್ಕೆ ಒಮ್ಮೆ ಮಾತ್ರ ಸೌಲಭ್ಯ ಸಿಗಲಿದೆ.: [285, 2179, 616, 2240]
- nadoja-photos: [618, 1403, 877, 1528]
- mgnrega-headline: ಮನ್ರೇಗಾ ಕಸಿಯುವ ಯತ್ನ: [347, 723, 820, 791]
- banjara-col-3-text: ಬಜೆಟ್ ಅಧಿವೇಶನದಲ್ಲಿ ಈ ವಿಚಾರವಾಗಿ ಸರ್ಕಾರದ ವಿರುದ್ಧ ಹೋರಾಟ ನಡೆಸಲಾಗುವುದು. ಬಂಜಾರ ಸಮುದಾಯದ ಹಕ್ಕುಗಳಿಗಾಗಿ ಬಿಜೆಪಿ ನಿರಂತರವಾಗಿ ಧ್ವನಿ ಎತ್ತಲಿದೆ ಎಂದು ಹೇಳಿದರು.: [1313, 1452, 1497, 1530]
- ashoka-photo: [53, 274, 168, 403]
- pil-body: [1113, 221, 1497, 672]
- mobile-kicker: ಮೊಬೈಲ್‌ನಿಂದ ಮಕ್ಕಳ ವಿದ್ಯಾಭ್ಯಾಸ ಕುಂಠಿತ: [1079, 695, 1329, 716]
- vaishno-kicker: [53, 1852, 1036, 1876]
- sringeri-col-2: [1199, 1706, 1497, 1826]
- vaishno-byline: [53, 1940, 143, 1955]
- pil-headline-2: ವಿಲೇವಾರಿ ಮಾಡಿದ ಹೈ: [1113, 174, 1352, 213]
- reg-marks-2: [566, 2349, 643, 2368]
- kirusuddi-column: [53, 696, 331, 1828]
- quote-author-1: [865, 1226, 1048, 1241]
- banjara-col-1: ಬೆಂಗಳೂರು: ರಾಜ್ಯದ ಕಾಂಗ್ರೆಸ್ ಸರ್ಕಾರವು ಬಂಜಾರ ಸಮುದಾಯದ ವಿರುದ್ಧ ದ್ವೇಷದ ರಾಜಕಾರಣ ಮಾಡುತ್ತಿದೆ ಎಂದು ಬಿಜೆಪಿ ರಾಜ್ಯಾಧ್ಯಕ್ಷ ಬಿ.ವೈ.ವಿಜಯೇಂದ್ರ ಆರೋಪಿಸಿದ್ದಾರೆ. ಸೋಮವಾರ ಸುದ್ದಿಗಾರರೊಂದಿಗೆ ಮಾತನಾಡಿದ ಅವರು, ಬಂಜಾರ ಸಮುದಾಯದ ಅಭಿವೃದ್ಧಿಗಾಗಿ ರೂಪಿಸಿದ್ದ ಯೋಜನೆಗಳನ್ನು ಸರ್ಕಾರ ಸ್ಥಗಿತಗೊಳಿಸಿದೆ. ತಾಂಡಾ ಅಭಿವೃದ್ಧಿ ನಿಗಮಕ್ಕೆ ಅನುದಾನ ನೀಡದೆ ಅನ್ಯಾಯ ಮಾಡಿದೆ. ಬಂಜಾರ ಸಮುದಾಯದ ಯುವಕರ ಮೇಲೆ ಸುಳ್ಳು ಪ್ರಕರಣ ದಾಖಲಿಸಲಾಗುತ್ತಿದೆ ಎಂದು ಹೇಳಿದರು.: [897, 1402, 1185, 1510]
- mgnrega-gandhi-box: [608, 1024, 848, 1302]
- pil-para-2: ಬೆಂಗಳೂರಿನ ಚಿನ್ನಸ್ವಾಮಿ ಕ್ರೀಡಾಂಗಣದ ಮುಂಭಾಗ ಸಂಭವಿಸಿದ ಕಾಲ್ತುಳಿತ ಪ್ರಕರಣಕ್ಕೆ ಸಂಬಂಧಿಸಿದಂತೆ ಸ್ವಯಂಪ್ರೇರಿತವಾಗಿ ದಾಖಲಿಸಿಕೊಂಡಿದ್ದ ಸಾರ್ವಜನಿಕ ಹಿತಾಸಕ್ತಿ ಅರ್ಜಿಯ ವಿಚಾರಣೆಯನ್ನು ಮುಖ್ಯ ನ್ಯಾಯಮೂರ್ತಿ ವಿಭು ಬಖ್ರು ಮತ್ತು ನ್ಯಾ. ಸಿ.ಎಂ.ಪೂಣಚ್ಚ ಅವರ ಪೀಠ ನಡೆಸಿತು.: [1113, 288, 1497, 334]
- sringeri-col-2-text: ಕಾಡಾನೆ ದಾಳಿಯಿಂದ ಬೆಳೆ ಹಾನಿ ಹಾಗೂ ಪ್ರಾಣಹಾನಿ ಸಂಭವಿಸುತ್ತಿದೆ. ಅರಣ್ಯ ಇಲಾಖೆ ಕೂಡಲೇ ಕ್ರಮ ಕೈಗೊಳ್ಳಬೇಕು ಎಂದು ಪ್ರತಿಭಟನಾಕಾರರು ಒತ್ತಾಯಿಸಿದರು. ಶಾಶ್ವತ ಪರಿಹಾರ ನೀಡದಿದ್ದರೆ ಹೋರಾಟ ತೀವ್ರಗೊಳಿಸಲಾಗುವುದು ಎಂದು ಎಚ್ಚರಿಸಿದರು.: [1199, 1707, 1497, 1752]
- nadoja-col-1-text: ವಿಜಯನಗರ: ಕನ್ನಡ ವಿಶ್ವವಿದ್ಯಾಲಯದಿಂದ ನೀಡಲಾಗುವ ನಾಡಿನ ಪ್ರತಿಷ್ಠಿತ 'ನಾಡೋಜ' ಗೌರವ ಪದವಿಗೆ ಈ ಬಾರಿ ಖ್ಯಾತ ಸಾಹಿತಿ, ಸಂಶೋಧಕರು ಹಾಗೂ ಸಮಾಜ ಸೇವಕರು ಸೇರಿದಂತೆ ಮೂವರನ್ನು ಆಯ್ಕೆ ಮಾಡಲಾಗಿದೆ ಎಂದು ಕುಲಪತಿ ಡಾ.ಡಿ.ವಿ.ಪರಮಶಿವಮೂರ್ತಿ ತಿಳಿಸಿದರು.: [347, 1402, 606, 1463]
- kirusuddi-label-a: ಕಿರು: [116, 711, 147, 738]
- date-block: [53, 69, 254, 124]
- date-label: 24 ಫೆಬ್ರವರಿ 2026: [53, 88, 175, 107]
- story-mgnrega: [347, 696, 1062, 1310]
- row-divider-3: [897, 1660, 1497, 1661]
- mobile-col-3-text: ಮೊಬೈಲ್ ನಿಷೇಧ ಕುರಿತು ಬ್ಯಾನ್ ಮಾಡಲು ಕೂಡ ಚಿಂತನೆ ಮಾಡಲಾಗಿದೆ. ಇದರ ಸಾಧಕ-ಬಾಧಕಗಳನ್ನು ಅಧ್ಯಯನ ನಡೆಸಿ, ಶೀಘ್ರದಲ್ಲಿ ತೀರ್ಮಾನ ಕೈಗೊಳ್ಳಲಾಗುವುದು ಎಂದು ತಿಳಿಸಿದರು.: [1079, 977, 1276, 1038]
- col-divider-lower: [888, 1324, 889, 1828]
- mgnrega-photo-banner: MGNREGA: [676, 979, 751, 995]
- bangarappa-col-1: [1054, 1934, 1260, 2332]
- mgnrega-photo: [608, 792, 1055, 1012]
- award-box: [1270, 1934, 1497, 2121]
- ashoka-para-2: ಈ ಕುರಿತು ಸಾಮಾಜಿಕ ಜಾಲತಾಣದಲ್ಲಿ ಪೋಸ್ಟ್ ಮಾಡಿರುವ ಅವರು, ಬಡವರ ಹಸಿವಿನ ಅರಿವಿಲ್ಲದ ಬಂಡು, ಈಗ ದೀನ-ದಲಿತರ ತುತ್ತು ನೀಡುವವರ ಮಟ್ಟಕ್ಕೆ ಕೂಡ ಇಳಿದು ಲೂಟಿ ಮಾಡುತ್ತಿರುವುದು ಈ ಕಾಂಗ್ರೆಸ್ ಸರ್ಕಾರದ ಭ್ರಷ್ಟಾಚಾರಕ್ಕೆ ಹಿಡಿದ ಕೈಗನ್ನಡಿ ಎಂದು ಟೀಕಿಸಿದ್ದಾರೆ.: [176, 273, 427, 334]
- side-box-body: ಜಮ್ಮು ಮತ್ತು ಕಾಶ್ಮೀರದ ತ್ರಿಕೂಟ ಪರ್ವತಶ್ರೇಣಿಯಲ್ಲಿರುವ ವೈಷ್ಣೋದೇವಿ ದೇವಾಲಯವು (ಮಾತಾ ರಾಣಿ) ಹಿಂದೂಗಳ ಅತಿದೊಡ್ಡ ಯಾತ್ರಾ ಸ್ಥಳಗಳಲ್ಲಿ ಒಂದಾಗಿದೆ. ಸಮುದ್ರ ಮಟ್ಟದಿಂದ ಸುಮಾರು 5,300 ಅಡಿ ಎತ್ತರದಲ್ಲಿದೆ. ಮಾರ್ಚ್‌ನಿಂದ ಅಕ್ಟೋಬರ್ ತಿಂಗಳವರೆಗೆ ಹೆಚ್ಚಿನ ಸಂಖ್ಯೆಯ ಭಕ್ತರು ಭೇಟಿ ನೀಡುತ್ತಾರೆ.: [846, 2016, 1026, 2140]
- story-ashoka: [53, 136, 427, 677]
- banjara-headline: ಬಂಜಾರರ ವಿರುದ್ಧ ದ್ವೇಷ ರಾಜಕಾರಣ: [897, 1347, 1354, 1392]
- nadoja-photo-3: [794, 1403, 876, 1526]
- minister-author-text: ರಾಮಲಿಂಗಾ ರೆಡ್ಡಿ, ಸಾರಿಗೆ ಮತ್ತು ಮುಜರಾಯಿ ಸಚಿವ: [636, 2106, 810, 2134]
- mobile-col-1-text: ಬೆಂಗಳೂರು: ರಾಜ್ಯದ ಶಾಲಾ-ಕಾಲೇಜುಗಳಲ್ಲಿ ಮೊಬೈಲ್ ಬಳಕೆ ನಿಷೇಧ ಮಾಡುವ ಬಗ್ಗೆ ಚಿಂತನೆ ನಡೆದಿದೆ ಎಂದು ಗೃಹ ಸಚಿವ ಡಾ. ಜಿ.ಪರಮೇಶ್ವರ ಹೇಳಿದ್ದಾರೆ. ಸೋಮವಾರ ಸುದ್ದಿಗಾರರೊಂದಿಗೆ ಮಾತನಾಡಿ, ಬಳಿಕ ಮಾಧ್ಯಮದವರೊಂದಿಗೆ ಚಿಂತನೆ ನಡೆಸಲಾಗಿದೆ. 16 ವರ್ಷದೊಳಗಿನ ಮಕ್ಕಳಿಗೆ ಮೊಬೈಲ್ ಕೊಟ್ಟರೆ ಅವರ ವಿದ್ಯಾಭ್ಯಾಸದ ಮೇಲೆ ಬೇರೆ ರೀತಿಯ ಪರಿಣಾಮ ಬೀರುತ್ತದೆ. ಬಹಳಷ್ಟು ದೇಶಗಳಲ್ಲಿ ಇಂತಹ ನಿಯಮ ಜಾರಿಯಲ್ಲಿದೆ. ಅದೇ ರೀತಿ ನಮ್ಮಲ್ಲೂ ನಿಷೇಧ ಮಾಡುವ ಬಗ್ಗೆ ಚಿಂತನೆ ನಡೆದಿದೆ ಎಂದಿದ್ದಾರೆ.: [1079, 817, 1276, 971]
